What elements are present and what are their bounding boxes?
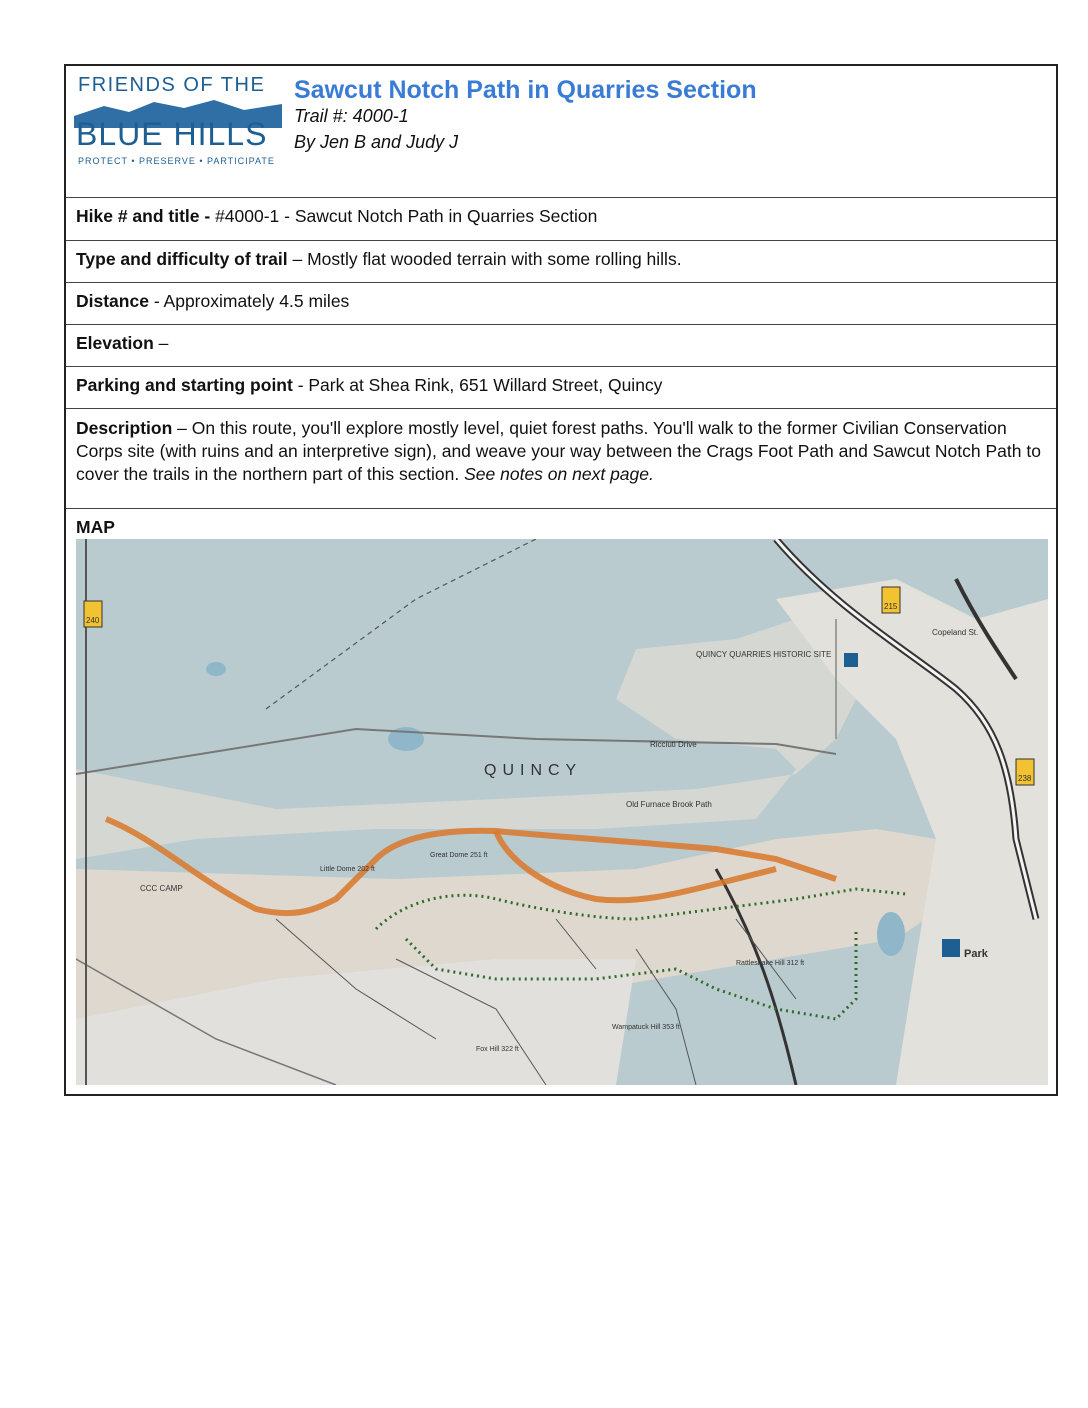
svg-text:CCC CAMP: CCC CAMP [140, 884, 183, 893]
logo-line2: BLUE HILLS [76, 116, 268, 152]
page-title: Sawcut Notch Path in Quarries Section [294, 76, 757, 104]
svg-text:QUINCY QUARRIES HISTORIC SITE: QUINCY QUARRIES HISTORIC SITE [696, 650, 832, 659]
type-value: – Mostly flat wooded terrain with some rolling hills. [287, 249, 682, 269]
description-note: See notes on next page. [464, 464, 654, 484]
type-label: Type and difficulty of trail [76, 249, 288, 269]
distance-label: Distance [76, 291, 149, 311]
elevation-label: Elevation [76, 333, 154, 353]
description-label: Description [76, 418, 173, 438]
parking-icon-rink [942, 939, 960, 957]
description-value: – On this route, you'll explore mostly level, quiet forest paths. You'll walk to the former Civilian Conservation Corps site (with ruins and an interpretive sign), and weave your way between the Crags Foot Path and Sawcut Notch Path to cover the trails in the northern part of this section. [76, 418, 1041, 484]
svg-text:Rattlesnake Hill 312 ft: Rattlesnake Hill 312 ft [736, 960, 805, 967]
distance-value: - Approximately 4.5 miles [148, 291, 350, 311]
trail-map [76, 539, 1048, 1085]
svg-text:Wampatuck Hill 353 ft: Wampatuck Hill 353 ft [612, 1024, 680, 1031]
elevation-value: – [153, 333, 169, 353]
parking-row [66, 367, 1056, 409]
svg-text:Park: Park [964, 948, 988, 960]
hike-row [66, 198, 1056, 241]
parking-icon [844, 653, 858, 667]
parking-value: - Park at Shea Rink, 651 Willard Street, Quincy [292, 375, 663, 395]
svg-text:Little Dome 202 ft: Little Dome 202 ft [320, 866, 375, 873]
header-row [66, 66, 1056, 198]
map-row [66, 509, 1056, 1098]
svg-text:240: 240 [86, 616, 100, 625]
svg-text:Copeland St.: Copeland St. [932, 628, 979, 637]
elevation-row [66, 325, 1056, 367]
logo-tagline: PROTECT • PRESERVE • PARTICIPATE [78, 156, 275, 166]
svg-text:Old Furnace Brook Path: Old Furnace Brook Path [626, 800, 712, 809]
friends-of-blue-hills-logo [74, 72, 282, 168]
bus-icon-240 [84, 601, 102, 627]
parking-label: Parking and starting point [76, 375, 293, 395]
svg-text:215: 215 [884, 602, 898, 611]
authors: By Jen B and Judy J [294, 132, 459, 152]
description-row [66, 409, 1056, 509]
bus-icon-238 [1016, 759, 1034, 785]
trail-sheet [64, 64, 1058, 1096]
map-area-label: QUINCY [484, 762, 583, 779]
svg-text:Ricciuti Drive: Ricciuti Drive [650, 740, 697, 749]
trail-map-graphic [76, 539, 1048, 1085]
logo-line1: FRIENDS OF THE [78, 74, 266, 96]
map-label: MAP [76, 517, 115, 537]
type-row [66, 241, 1056, 283]
distance-row [66, 283, 1056, 325]
svg-text:Fox Hill 322 ft: Fox Hill 322 ft [476, 1046, 519, 1053]
svg-text:238: 238 [1018, 774, 1032, 783]
svg-text:Great Dome 251 ft: Great Dome 251 ft [430, 852, 488, 859]
trail-number: Trail #: 4000-1 [294, 106, 409, 126]
hike-value: #4000-1 - Sawcut Notch Path in Quarries Section [210, 206, 598, 226]
bus-icon-215 [882, 587, 900, 613]
hike-label: Hike # and title - [76, 206, 211, 226]
